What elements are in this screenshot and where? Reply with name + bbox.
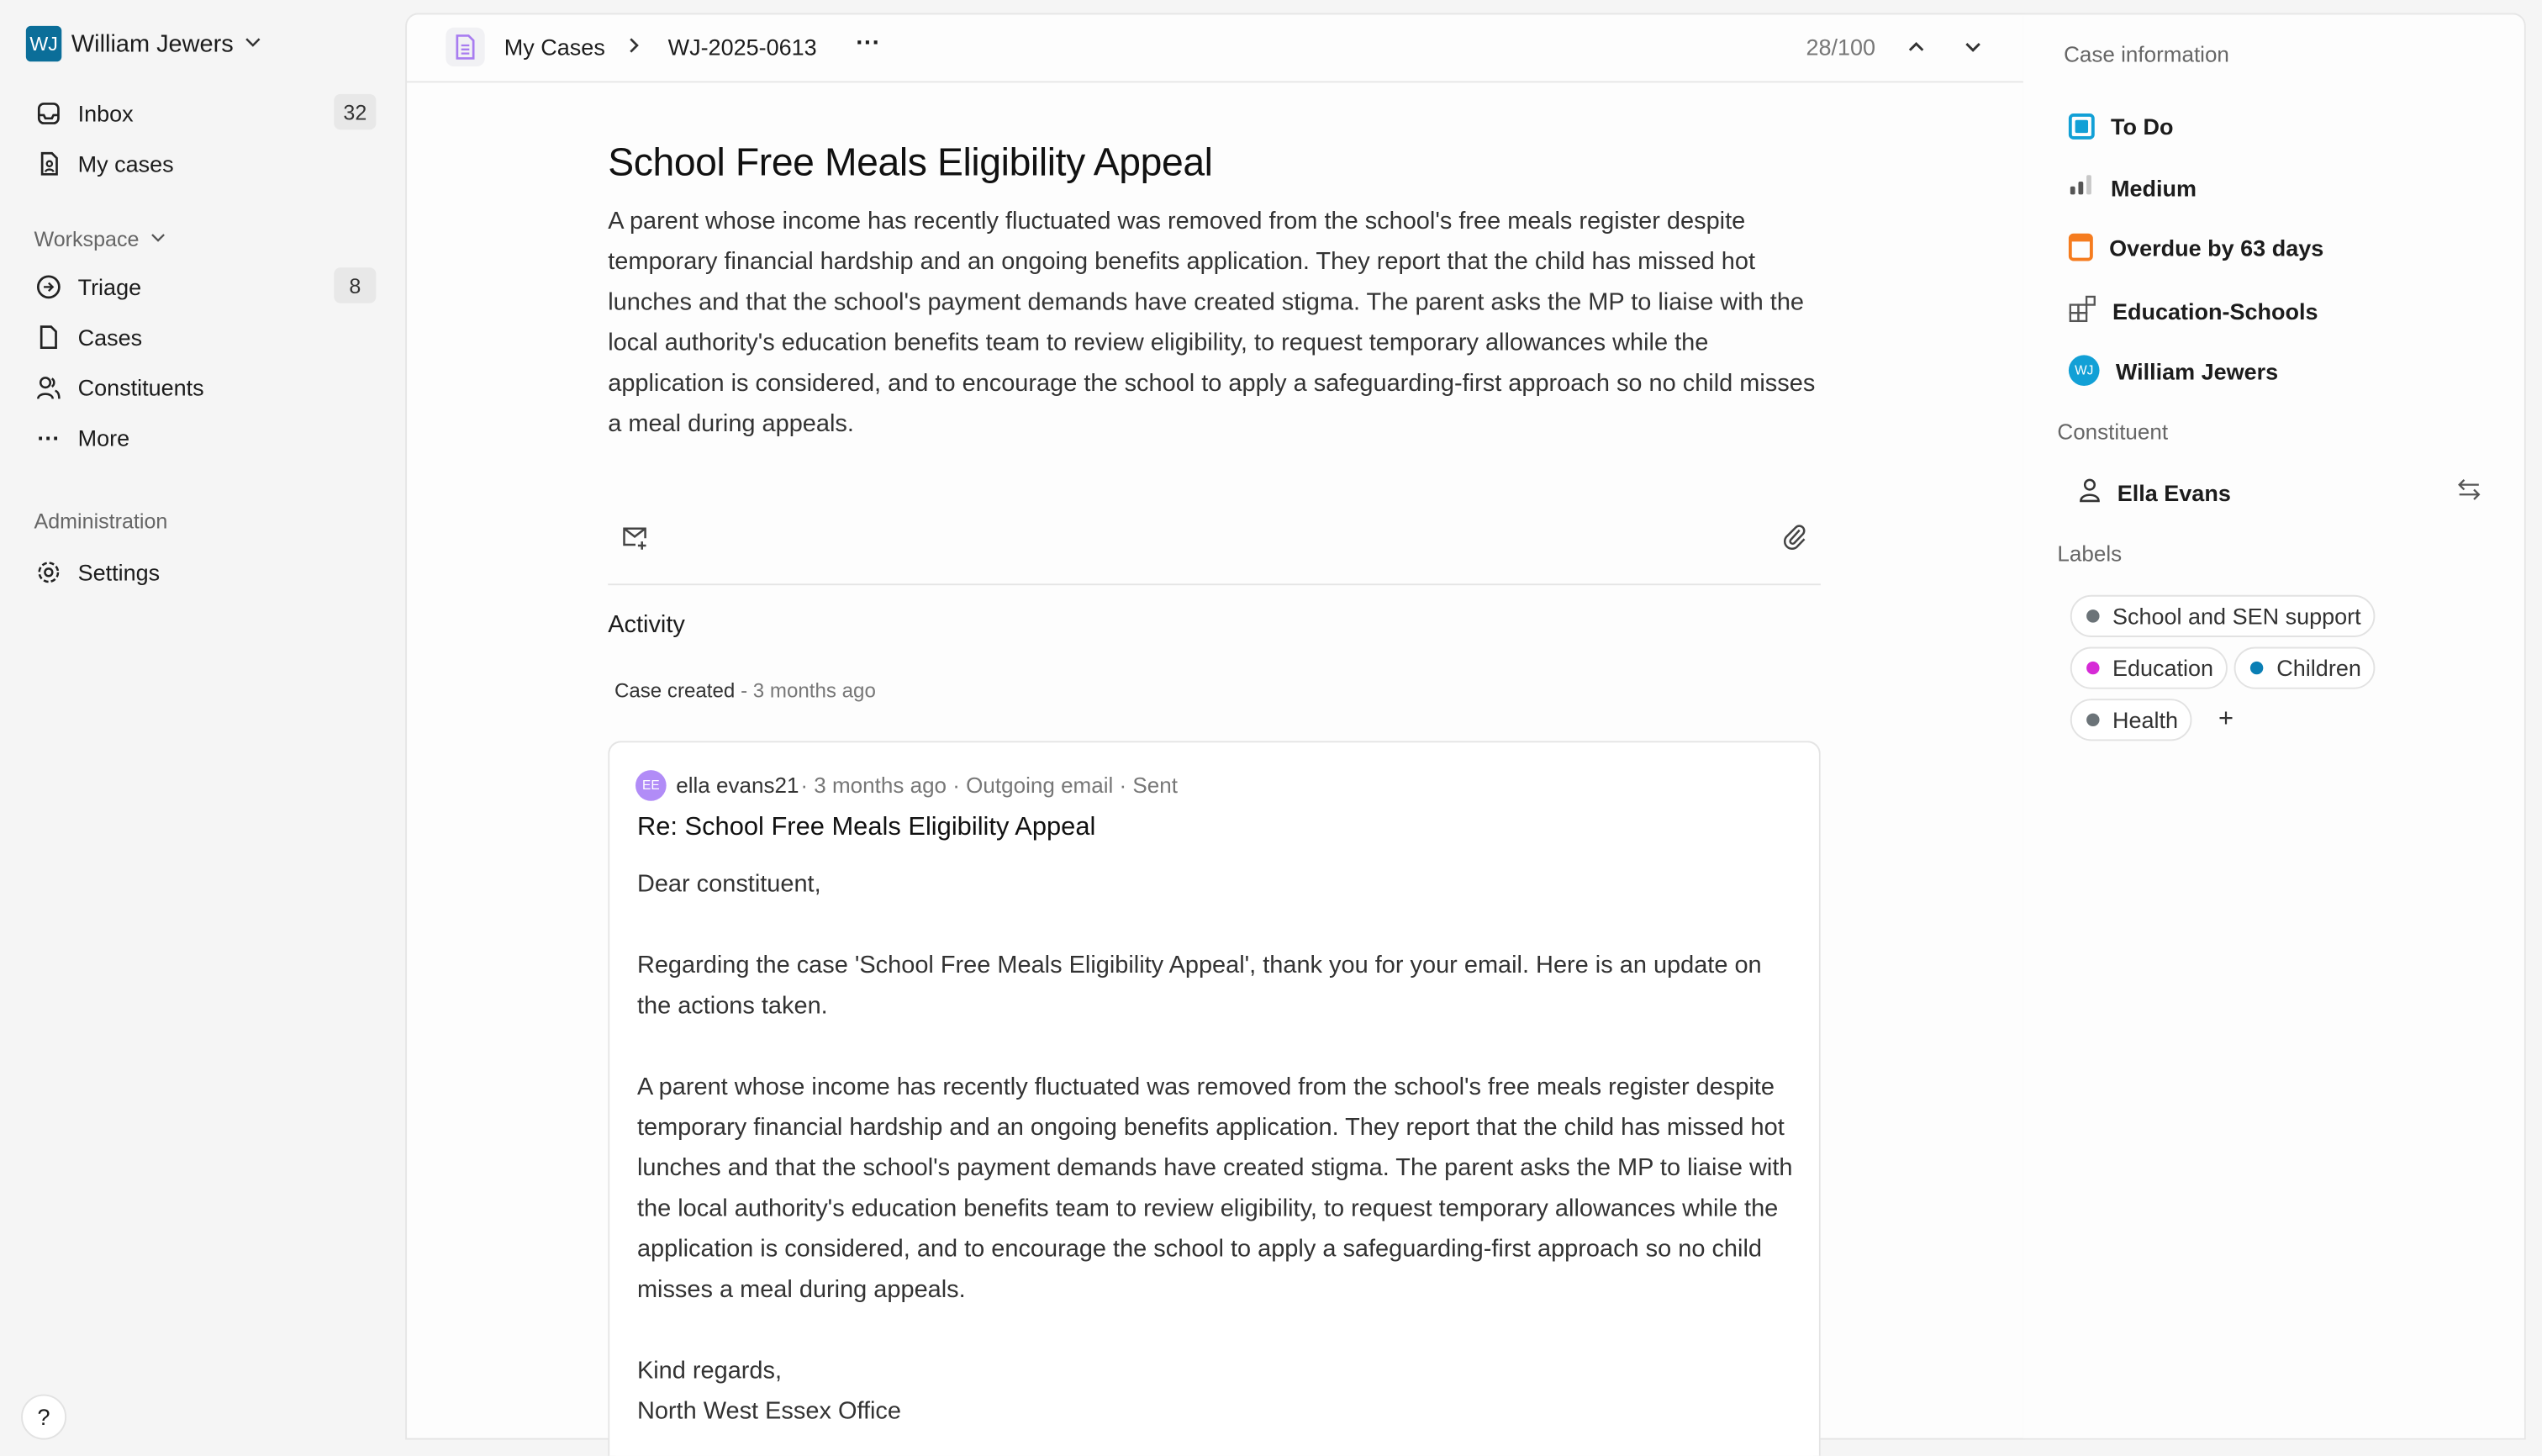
section-label: Administration [34, 509, 168, 534]
sidebar-item-label: Cases [77, 324, 143, 351]
next-case-button[interactable] [1962, 35, 1985, 63]
category-icon [2069, 295, 2096, 328]
constituent-field[interactable] [2078, 477, 2230, 508]
status-todo-icon [2069, 113, 2095, 140]
chevron-down-icon [149, 227, 166, 251]
calendar-overdue-icon [2069, 234, 2093, 261]
category-value: Education-Schools [2112, 298, 2318, 324]
event-time: - 3 months ago [741, 679, 876, 703]
sidebar-item-label: Settings [77, 559, 161, 586]
case-position: 28/100 [1806, 34, 1876, 61]
case-header [407, 14, 2023, 82]
label-color-dot [2086, 662, 2099, 674]
sidebar-item-triage[interactable] [23, 264, 379, 309]
due-date-field[interactable] [2069, 234, 2323, 261]
help-button[interactable]: ? [21, 1395, 66, 1440]
sidebar-item-label: Triage [77, 273, 142, 300]
sender-name: ella evans21 [676, 773, 799, 798]
assignee-avatar: WJ [2069, 355, 2100, 386]
priority-bars-icon [2069, 173, 2095, 201]
inbox-icon [34, 99, 64, 129]
case-title: School Free Meals Eligibility Appeal [608, 140, 1213, 185]
label-name: Children [2276, 655, 2361, 682]
label-chip[interactable] [2234, 647, 2376, 689]
email-subject: Re: School Free Meals Eligibility Appeal [636, 814, 1096, 841]
case-detail-panel [405, 13, 2025, 1439]
status-field[interactable] [2069, 113, 2174, 140]
label-chip[interactable] [2070, 699, 2193, 741]
sidebar-item-label: Constituents [77, 374, 204, 401]
compose-email-icon[interactable] [621, 524, 649, 557]
category-field[interactable] [2069, 295, 2318, 328]
due-value: Overdue by 63 days [2109, 234, 2324, 261]
more-icon: ··· [37, 425, 61, 451]
user-switcher[interactable] [26, 26, 263, 61]
sidebar-item-label: Inbox [77, 100, 134, 127]
chevron-down-icon [243, 31, 262, 57]
users-icon [34, 373, 64, 403]
sidebar-item-constituents[interactable] [23, 365, 379, 410]
priority-field[interactable] [2069, 173, 2197, 201]
sidebar-item-settings[interactable] [23, 550, 379, 595]
sidebar-item-more[interactable] [23, 415, 379, 461]
email-signoff: Kind regards, [636, 1357, 783, 1385]
case-info-panel [2023, 13, 2526, 1439]
triage-icon [34, 272, 64, 302]
sidebar-item-my-cases[interactable] [23, 141, 379, 187]
email-meta: · 3 months ago · Outgoing email · Sent [800, 773, 1179, 798]
user-avatar: WJ [26, 26, 61, 61]
case-info-title: Case information [2064, 42, 2229, 67]
assignee-field[interactable] [2069, 355, 2278, 386]
label-color-dot [2086, 714, 2099, 726]
labels-list [2070, 595, 2476, 751]
paperclip-icon[interactable] [1782, 522, 1808, 557]
user-name: William Jewers [71, 29, 234, 58]
constituent-value: Ella Evans [2117, 478, 2231, 505]
label-name: School and SEN support [2112, 603, 2361, 630]
more-options-icon[interactable]: ··· [856, 29, 881, 57]
email-office: North West Essex Office [636, 1397, 902, 1426]
sidebar-item-label: My cases [77, 150, 174, 177]
label-name: Education [2112, 655, 2214, 682]
administration-section [34, 509, 168, 534]
email-paragraph: A parent whose income has recently fluctuated was removed from the school's free meals register despite temporary financial hardship and an ongoing benefits application. They report that the child has missed hot lunches and that the school's payment demands have created stigma. The parent asks the MP to liaise with the local authority's education benefits team to review eligibility, to request temporary allowances while the application is considered, and to encourage the school to apply a safeguarding-first approach so no child misses a meal during appeals. [636, 1073, 1793, 1304]
email-card[interactable] [608, 741, 1821, 1456]
swap-constituent-icon[interactable] [2456, 478, 2482, 506]
labels-label: Labels [2057, 541, 2123, 567]
label-color-dot [2086, 609, 2099, 622]
label-chip[interactable] [2070, 595, 2376, 637]
previous-case-button[interactable] [1905, 35, 1928, 63]
breadcrumb-case-id[interactable]: WJ-2025-0613 [667, 34, 817, 61]
add-label-button[interactable]: + [2218, 704, 2234, 733]
sidebar-item-label: More [77, 425, 130, 451]
sidebar-item-inbox[interactable] [23, 91, 379, 136]
triage-count: 8 [334, 267, 376, 303]
label-chip[interactable] [2070, 647, 2228, 689]
breadcrumb-my-cases[interactable]: My Cases [504, 34, 605, 61]
case-doc-icon [446, 28, 484, 66]
chevron-right-icon [625, 34, 644, 62]
sidebar-item-cases[interactable] [23, 314, 379, 360]
case-created-event [614, 679, 876, 702]
activity-title: Activity [608, 611, 685, 639]
label-name: Health [2112, 706, 2179, 733]
constituent-label: Constituent [2057, 419, 2169, 445]
gear-icon [34, 557, 64, 587]
priority-value: Medium [2111, 174, 2197, 201]
email-greeting: Dear constituent, [636, 870, 821, 899]
file-icon [34, 323, 64, 352]
my-cases-icon [34, 149, 64, 178]
label-color-dot [2250, 662, 2263, 674]
event-label: Case created [614, 679, 736, 703]
person-icon [2078, 477, 2101, 508]
case-description: A parent whose income has recently fluctuated was removed from the school's free meals register despite temporary financial hardship and an ongoing benefits application. They report that the child has missed hot lunches and that the school's payment demands have created stigma. The parent asks the MP to liaise with the local authority's education benefits team to review eligibility, to request temporary allowances while the application is considered, and to encourage the school to apply a safeguarding-first approach so no child misses a meal during appeals. [608, 207, 1816, 438]
email-paragraph: Regarding the case 'School Free Meals Eligibility Appeal', thank you for your email. Here is an update on the actions taken. [636, 952, 1762, 1021]
section-label: Workspace [34, 227, 140, 251]
workspace-section-toggle[interactable] [34, 227, 167, 251]
status-value: To Do [2111, 113, 2174, 140]
divider [608, 583, 1821, 585]
sender-avatar: EE [636, 770, 667, 801]
assignee-value: William Jewers [2115, 357, 2279, 384]
inbox-count: 32 [334, 94, 376, 129]
